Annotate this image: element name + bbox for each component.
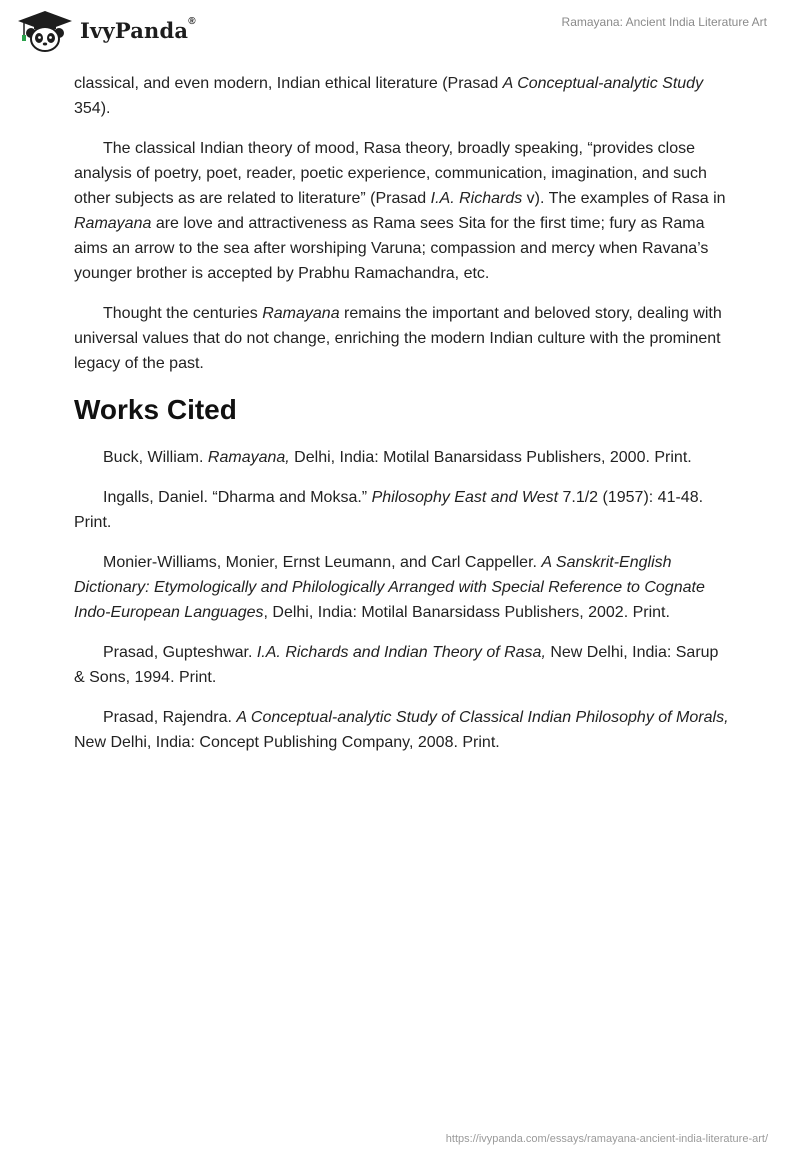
essay-content	[74, 71, 729, 770]
reference-item: Prasad, Rajendra. A Conceptual-analytic Study of Classical Indian Philosophy of Morals, New Delhi, India: Concept Publishing Company, 2008. Print.	[74, 709, 729, 751]
reference-item: Buck, William. Ramayana, Delhi, India: Motilal Banarsidass Publishers, 2000. Print.	[103, 449, 692, 466]
reference-item: Ingalls, Daniel. “Dharma and Moksa.” Philosophy East and West 7.1/2 (1957): 41-48. Print.	[74, 489, 704, 531]
page-header	[0, 0, 800, 70]
logo[interactable]	[14, 8, 196, 52]
registered-mark: ®	[188, 15, 196, 27]
reference-item: Prasad, Gupteshwar. I.A. Richards and Indian Theory of Rasa, New Delhi, India: Sarup & Sons, 1994. Print.	[74, 644, 719, 686]
paragraph-rasa-theory: The classical Indian theory of mood, Rasa theory, broadly speaking, “provides close analysis of poetry, poet, reader, poetic experience, communication, imagination, and such other subjects as are related to literature” (Prasad I.A. Richards v). The examples of Rasa in Ramayana are love and attractiveness as Rama sees Sita for the first time; fury as Rama aims an arrow to the sea after worshiping Varuna; compassion and mercy when Ravana’s younger brother is accepted by Prabhu Ramachandra, etc.	[74, 140, 726, 282]
panda-logo-icon	[14, 8, 76, 52]
document-title: Ramayana: Ancient India Literature Art	[561, 15, 767, 29]
reference-item: Monier-Williams, Monier, Ernst Leumann, and Carl Cappeller. A Sanskrit-English Dictionary: Etymologically and Philologically Arranged with Special Reference to Cognate Indo-European Languages, Delhi, India: Motilal Banarsidass Publishers, 2002. Print.	[74, 554, 705, 621]
paragraph-conclusion: Thought the centuries Ramayana remains the important and beloved story, dealing with universal values that do not change, enriching the modern Indian culture with the prominent legacy of the past.	[74, 305, 722, 372]
paragraph-continued: classical, and even modern, Indian ethical literature (Prasad A Conceptual-analytic Study 354).	[74, 75, 704, 117]
works-cited-heading: Works Cited	[74, 394, 237, 425]
brand-name: IvyPanda®	[80, 15, 196, 43]
footer-url-link[interactable]: https://ivypanda.com/essays/ramayana-ancient-india-literature-art/	[445, 1133, 768, 1145]
